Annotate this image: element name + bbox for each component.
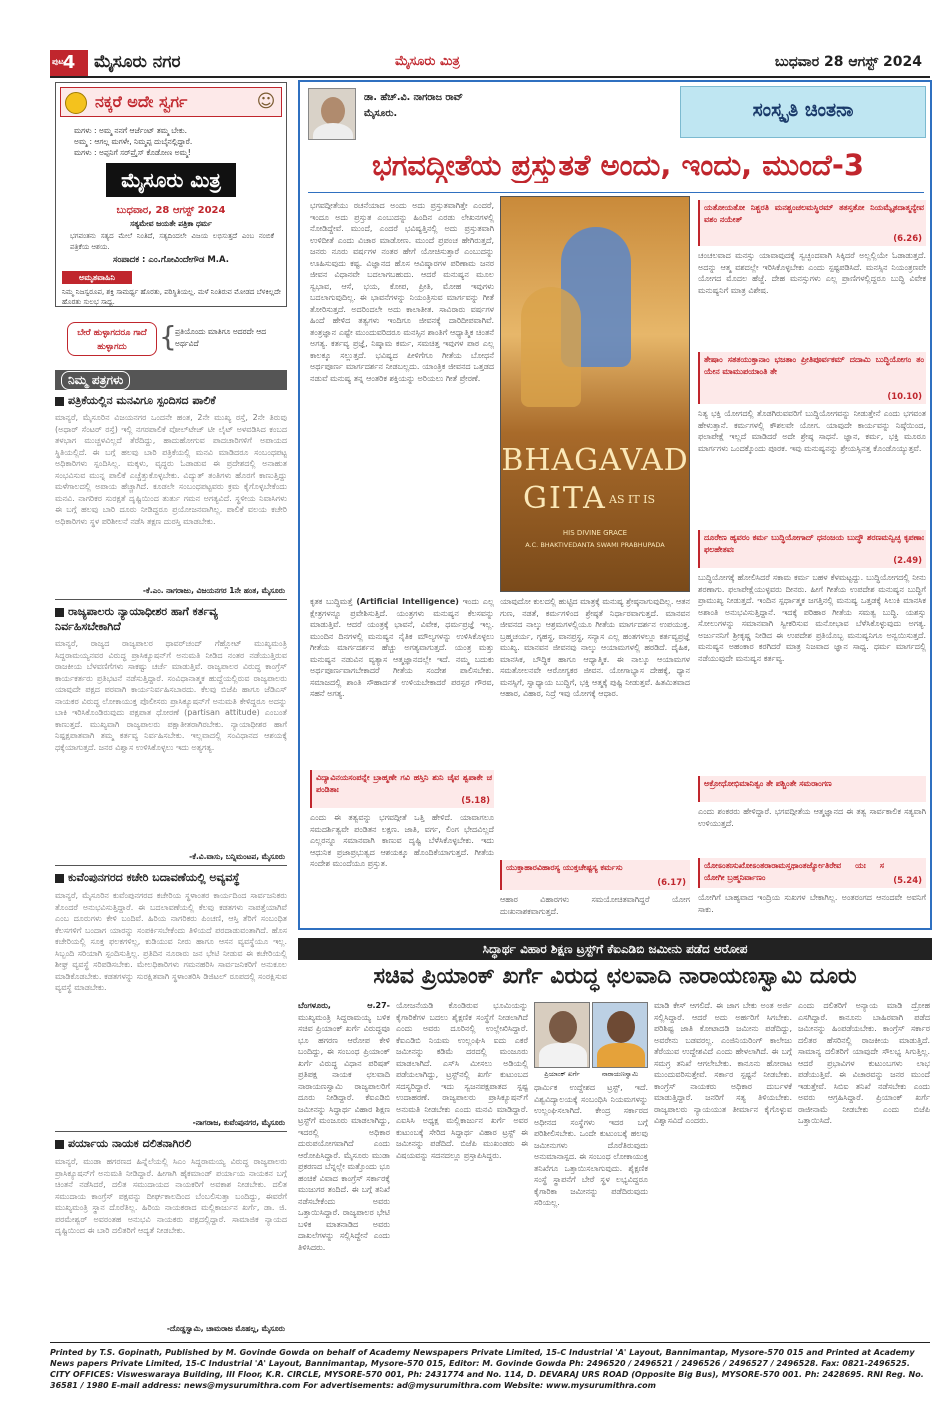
bullet-icon (55, 608, 64, 617)
photo-narayanaswamy (592, 1002, 648, 1068)
quote-box-6: ವಿದ್ಯಾವಿನಯಸಂಪನ್ನೇ ಬ್ರಾಹ್ಮಣೇ ಗವಿ ಹಸ್ತಿನಿ ಶುನಿ ಚೈವ ಶ್ವಪಾಕೇ ಚ ಪಂಡಿತಾಃ (5.18) (310, 770, 494, 808)
imprint-footer: Printed by T.S. Gopinath, Published by M. Govinde Gowda on behalf of Academy Newspapers Private Limited, 15-C Industrial 'A' Layout, Bannimantap, Mysore-570 015 and Printed at Academy News papers Private Limited, 15-C Industrial 'A' Layout, Bannimantap, Mysore-570 015, Editor: M. Govinde Gowda Ph: 2496520 / 2496521 / 2496526 / 2496527 / 2496528. Fax: 0821-2496525. CITY OFFICES: Visweswaraya Building, III Floor, K.R. CIRCLE, MYSORE-570 001, Ph: 2431774 and No. 114, D. DEVARAJ URS ROAD (Opposite Big Bus), MYSORE-570 001. Ph: 2428695. RNI Reg. No. 36581 / 1980 E-mail address: news@mysurumithra.com For advertisements: ad@mysurumithra.com Website: www.mysurumithra.com (50, 1342, 930, 1391)
book-subtitle: AS IT IS (609, 493, 656, 506)
page-header (50, 50, 930, 78)
author-name: ಡಾ. ಹೆಚ್.ವಿ. ನಾಗರಾಜ ರಾವ್ (364, 92, 463, 103)
quote-box-7: ಯುಕ್ತಾಹಾರವಿಹಾರಸ್ಯ ಯುಕ್ತಚೇಷ್ಟಸ್ಯ ಕರ್ಮಸು (6.17) (500, 860, 690, 890)
quote-box-1: ಯತೋಯತೋ ನಿಶ್ಚರತಿ ಮನಶ್ಚಂಚಲಮಸ್ಥಿರಮ್ ತತಸ್ತತೋ ನಿಯಮ್ಯೈತದಾತ್ಮನ್ಯೇವ ವಶಂ ನಯೇತ್ (6.26) (698, 200, 926, 246)
news-col-4: ಮಾಡಿ ಕೇಸ್ ಆಗಲಿದೆ. ಈ ಜಾಗ ಬೇಕು ಅಂತ ಅರ್ಜಿ ಸಲ್ಲಿಸಿದ್ದಾರೆ. ಆದರೆ ಅದು ಅರ್ಹರಿಗೆ ಸಿಗಬೇಕು. ಪರಿಶಿಷ್ಟ ಜಾತಿ ಕೋಟಾದಡಿ ಜಮೀನು ಪಡೆದಿದ್ದು, ಅವರೇನು ಬಡವರಲ್ಲ. ಎಂಜಿನಿಯರಿಂಗ್ ಕಾಲೇಜು ತೆರೆಯುವ ಉದ್ದೇಶವಿದೆ ಎಂದು ಹೇಳಲಾಗಿದೆ. ಈ ಬಗ್ಗೆ ಸಮಗ್ರ ತನಿಖೆ ಆಗಲೇಬೇಕು. ಕಾನೂನು ಹೋರಾಟ ಮುಂದುವರಿಸುತ್ತೇವೆ. ಸರ್ಕಾರ ಸ್ಪಷ್ಟನೆ ನೀಡಬೇಕು. ಕಾಂಗ್ರೆಸ್ ನಾಯಕರು ಅಧಿಕಾರ ದುರ್ಬಳಕೆ ಮಾಡುತ್ತಿದ್ದಾರೆ. ಜನರಿಗೆ ಸತ್ಯ ತಿಳಿಯಬೇಕು. ರಾಜ್ಯಪಾಲರು ನ್ಯಾಯಯುತ ತೀರ್ಮಾನ ಕೈಗೊಳ್ಳುವ ವಿಶ್ವಾಸವಿದೆ ಎಂದರು. (654, 1001, 792, 1125)
letters-banner-title: ನಿಮ್ಮ ಪತ್ರಗಳು (61, 371, 130, 390)
column-title: ಸಂಸ್ಕೃತಿ ಚಿಂತನಾ (752, 99, 854, 121)
quote-box-5: ಯೋಽಂತಃಸುಖೋಽಂತರಾರಾಮಸ್ತಥಾಂತರ್ಜ್ಯೋತಿರೇವ ಯಃ ಸ ಯೋಗೀ ಬ್ರಹ್ಮನಿರ್ವಾಣಂ (5.24) (698, 858, 926, 888)
amrutavahini-title: ಅಮೃತವಾಹಿನಿ (62, 271, 132, 284)
verse-ref-5-18: (5.18) (461, 796, 490, 806)
letter-2: ರಾಜ್ಯಪಾಲರು ನ್ಯಾಯಾಧೀಶರ ಹಾಗೆ ಕರ್ತವ್ಯ ನಿರ್ವಹಿಸಬೇಕಾಗಿದೆ ಮಾನ್ಯರೆ, ರಾಜ್ಯದ ರಾಜ್ಯಪಾಲರ ಥಾವರ್‌ಚಂದ್ ಗೆಹ್ಲೋಟ್ ಮುಖ್ಯಮಂತ್ರಿ ಸಿದ್ದರಾಮಯ್ಯನವರ ವಿರುದ್ಧ ಪ್ರಾಸಿಕ್ಯೂಷನ್‌ಗೆ ಅನುಮತಿ ನೀಡಿದ ನಂತರ ನಡೆಯುತ್ತಿರುವ ರಾಜಕೀಯ ಬೆಳವಣಿಗೆಗಳು ಸಾಕಷ್ಟು ಚರ್ಚೆ ಮಾಡುತ್ತಿವೆ. ರಾಜ್ಯಪಾಲರ ವಿರುದ್ಧ ಕಾಂಗ್ರೆಸ್ ಕಾರ್ಯಕರ್ತರು ಪ್ರತಿಭಟನೆ ನಡೆಸುತ್ತಿದ್ದಾರೆ. ಸಂವಿಧಾನಾತ್ಮಕ ಹುದ್ದೆಯಲ್ಲಿರುವ ರಾಜ್ಯಪಾಲರು ಯಾವುದೇ ಪಕ್ಷದ ಪರವಾಗಿ ಕಾರ್ಯನಿರ್ವಹಿಸಬಾರದು. ಕೆಲವು ಬಿಜೆಪಿ ಹಾಗೂ ಜೆಡಿಎಸ್ ನಾಯಕರ ವಿರುದ್ಧ ಲೋಕಾಯುಕ್ತ ಪೊಲೀಸರು ಪ್ರಾಸಿಕ್ಯೂಷನ್‌ಗೆ ಅನುಮತಿ ಕೇಳಿದ್ದರೂ ಅದನ್ನು ಬಾಕಿ ಇರಿಸಿಕೊಂಡಿರುವುದು ಪಕ್ಷಪಾತ ಧೋರಣೆ (partisan attitude) ಎಂಬಂತೆ ಕಾಣುತ್ತದೆ. ಮುಖ್ಯವಾಗಿ ರಾಜ್ಯಪಾಲರು ಪಕ್ಷಾತೀತರಾಗಿರಬೇಕು. ನ್ಯಾಯಾಧೀಶರ ಹಾಗೆ ನಿಷ್ಪಕ್ಷಪಾತವಾಗಿ ತಮ್ಮ ಕರ್ತವ್ಯ ನಿರ್ವಹಿಸಬೇಕು. ಇಲ್ಲವಾದಲ್ಲಿ ಸಂವಿಧಾನದ ಆಶಯಕ್ಕೆ ಧಕ್ಕೆಯಾಗುತ್ತದೆ. ಜನರ ವಿಶ್ವಾಸ ಉಳಿಸಿಕೊಳ್ಳಲು ಇದು ಅತ್ಯಗತ್ಯ. -ಕೆ.ವಿ.ವಾಸು, ಬನ್ನಿಮಂಟಪ, ಮೈಸೂರು (55, 604, 287, 866)
verse-ref-5-24: (5.24) (893, 876, 922, 886)
letter-1: ಪತ್ರಿಕೆಯಲ್ಲಿನ ಮನವಿಗೂ ಸ್ಪಂದಿಸದ ಪಾಲಿಕೆ ಮಾನ್ಯರೆ, ಮೈಸೂರಿನ ವಿಜಯನಗರ ಒಂದನೇ ಹಂತ, 2ನೇ ಮುಖ್ಯ ರಸ್ತೆ, 2ನೇ ತಿರುವು (ಅಧಾರ್ ಸೆಂಟರ್ ರಸ್ತೆ) ಇಲ್ಲಿ ನಗರಪಾಲಿಕೆ ವೋಲ್‌ಟೇಜ್ ಟೀ ಲೈಟ್ ಅಳವಡಿಸಿದ ಕಂಬದ ತಳಭಾಗ ಮುಚ್ಚಳವಿಲ್ಲದೆ ತೆರೆದಿದ್ದು, ಹಾದುಹೋಗುವ ಪಾದಚಾರಿಗಳಿಗೆ ಅಪಾಯದ ಸ್ಥಿತಿಯಲ್ಲಿದೆ. ಈ ಬಗ್ಗೆ ಹಲವು ಬಾರಿ ಪತ್ರಿಕೆಯಲ್ಲಿ ಮನವಿ ಮಾಡಿದರೂ ಸಂಬಂಧಪಟ್ಟ ಅಧಿಕಾರಿಗಳು ಸ್ಪಂದಿಸಿಲ್ಲ. ಮಕ್ಕಳು, ವೃದ್ಧರು ಓಡಾಡುವ ಈ ಪ್ರದೇಶದಲ್ಲಿ ಅನಾಹುತ ಸಂಭವಿಸುವ ಮುನ್ನ ಪಾಲಿಕೆ ಎಚ್ಚೆತ್ತುಕೊಳ್ಳಬೇಕು. ವಿದ್ಯುತ್ ತಂತಿಗಳು ಹೊರಗೆ ಕಾಣುತ್ತಿದ್ದು ಮಳೆಗಾಲದಲ್ಲಿ ಅಪಾಯ ಹೆಚ್ಚಾಗಿದೆ. ಕೂಡಲೇ ಸಂಬಂಧಪಟ್ಟವರು ಕ್ರಮ ಕೈಗೊಳ್ಳಬೇಕೆಂದು ಮನವಿ. ನಾಗರಿಕರ ಸುರಕ್ಷತೆ ದೃಷ್ಟಿಯಿಂದ ತುರ್ತು ಗಮನ ಅಗತ್ಯವಿದೆ. ಸ್ಥಳೀಯ ನಿವಾಸಿಗಳು ಈ ಬಗ್ಗೆ ಹಲವು ಬಾರಿ ದೂರು ನೀಡಿದ್ದರೂ ಪ್ರಯೋಜನವಾಗಿಲ್ಲ. ಪಾಲಿಕೆ ವಲಯ ಕಚೇರಿ ಅಧಿಕಾರಿಗಳು ಸ್ಥಳ ಪರಿಶೀಲನೆ ನಡೆಸಿ ತಕ್ಷಣ ದುರಸ್ತಿ ಮಾಡಬೇಕು. -ಕೆ.ಎಂ. ನಾಗರಾಜು, ವಿಜಯನಗರ 1ನೇ ಹಂತ, ಮೈಸೂರು (55, 394, 287, 600)
author-place: ಮೈಸೂರು. (364, 108, 398, 119)
letter-1-title: ಪತ್ರಿಕೆಯಲ್ಲಿನ ಮನವಿಗೂ ಸ್ಪಂದಿಸದ ಪಾಲಿಕೆ (55, 394, 287, 410)
verse-ref-6-26: (6.26) (893, 234, 922, 244)
joke-text: ಮಗಳು : ಅಮ್ಮ ನನಗೆ ಆರ್ಜೆಂಟ್ ತಮ್ಮ ಬೇಕು. ಅಮ್ಮ : ಆಗಲ್ಲ ಮಗಳೇ, ನಿಮ್ಮಪ್ಪ ದುಬೈನಲ್ಲಿದ್ದಾರೆ. ಮಗಳು : ಅಪ್ಪನಿಗೆ ಸರ್‌ಪ್ರೈಸ್ ಕೊಡೋಣ ಅಮ್ಮ! (74, 126, 193, 157)
bullet-icon (55, 1140, 64, 1149)
book-title-line1: BHAGAVAD (501, 443, 689, 478)
quote-box-4: ಅಕ್ರೋಧೋಭಿಮಾನಿತ್ವಂ ತೇ ಪಶ್ಚಿಂತೇ ಸಮರಾಂಗಣ (698, 776, 926, 802)
feature-headline: ಭಗವದ್ಗೀತೆಯ ಪ್ರಸ್ತುತತೆ ಅಂದು, ಇಂದು, ಮುಂದೆ-3 (371, 148, 865, 182)
arjuna-figure-icon (521, 287, 581, 407)
amrutavahini-text: ನಿಮ್ಮ ನಿಜಸ್ವರೂಪ, ಶಕ್ತಿ ಸಾಮರ್ಥ್ಯ ಹೊರತು, ಪರಿಸ್ಥಿತಿಯಲ್ಲ. ಮಳೆ ನಿಂತಿರುವ ಮೋಡದ ಬೆಳಕಿಲ್ಲದೇ ಹೊರತು ಸುಲಭ ಸಾಧ್ಯ. (62, 288, 281, 306)
letter-4-signature: -ದೊಡ್ಡಸ್ವಾಮಿ, ಚಾಮರಾಜ ಮೊಹಲ್ಲ, ಮೈಸೂರು (166, 1324, 285, 1333)
news-col-3: ಧಾರ್ಮಿಕ ಉದ್ದೇಶದ ಟ್ರಸ್ಟ್, ಇದೆ. ವಿಶ್ವವಿದ್ಯಾಲಯಕ್ಕೆ ಸಂಬಂಧಿಸಿ ನಿಯಮಗಳನ್ನು ಉಲ್ಲಂಘಿಸಲಾಗಿದೆ. ಕೇಂದ್ರ ಸರ್ಕಾರದ ಅಧೀನದ ಸಂಸ್ಥೆಗಳು ಇದರ ಬಗ್ಗೆ ಪರಿಶೀಲಿಸಬೇಕು. ಒಂದೇ ಕುಟುಂಬಕ್ಕೆ ಹಲವು ಜಮೀನುಗಳು ದೊರೆತಿರುವುದು ಅನುಮಾನಾಸ್ಪದ. ಈ ಸಂಬಂಧ ಲೋಕಾಯುಕ್ತ ತನಿಖೆಗೂ ಒತ್ತಾಯಿಸಲಾಗುವುದು. ಶೈಕ್ಷಣಿಕ ಸಂಸ್ಥೆ ಸ್ಥಾಪನೆಗೆ ಬೇರೆ ಸ್ಥಳ ಲಭ್ಯವಿದ್ದರೂ ಕೈಗಾರಿಕಾ ಜಮೀನನ್ನು ಪಡೆದಿರುವುದು ಸರಿಯಲ್ಲ. (534, 1083, 648, 1207)
news-col-2: ಯೋಜನೆಯಡಿ ಕೊಂಡಿರುವ ಭೂಮಿಯನ್ನು ಕೈಗಾರಿಕೆಗಳ ಬದಲು ಶೈಕ್ಷಣಿಕ ಸಂಸ್ಥೆಗೆ ನೀಡಲಾಗಿದೆ ಎಂದು ಅವರು ದೂರಿನಲ್ಲಿ ಉಲ್ಲೇಖಿಸಿದ್ದಾರೆ. ಕೆಐಎಡಿಬಿ ನಿಯಮ ಉಲ್ಲಂಘಿಸಿ ಐದು ಎಕರೆ ಜಮೀನನ್ನು ಕಡಿಮೆ ದರದಲ್ಲಿ ಮಂಜೂರು ಮಾಡಲಾಗಿದೆ. ಎಸ್‌ಸಿ ಮೀಸಲು ಅಡಿಯಲ್ಲಿ ಪಡೆಯಲಾಗಿದ್ದು, ಟ್ರಸ್ಟ್‌ನಲ್ಲಿ ಖರ್ಗೆ ಕುಟುಂಬದ ಸದಸ್ಯರಿದ್ದಾರೆ. ಇದು ಸ್ವಜನಪಕ್ಷಪಾತದ ಸ್ಪಷ್ಟ ಉದಾಹರಣೆ. ರಾಜ್ಯಪಾಲರು ಪ್ರಾಸಿಕ್ಯೂಷನ್‌ಗೆ ಅನುಮತಿ ನೀಡಬೇಕು ಎಂದು ಮನವಿ ಮಾಡಿದ್ದಾರೆ. ಎಐಸಿಸಿ ಅಧ್ಯಕ್ಷ ಮಲ್ಲಿಕಾರ್ಜುನ ಖರ್ಗೆ ಅವರ ಕುಟುಂಬಕ್ಕೆ ಸೇರಿದ ಸಿದ್ಧಾರ್ಥ ವಿಹಾರ ಟ್ರಸ್ಟ್ ಈ ಜಮೀನನ್ನು ಪಡೆದಿದೆ. ಬಿಜೆಪಿ ಮುಖಂಡರು ಈ ವಿಷಯವನ್ನು ಸದನದಲ್ಲೂ ಪ್ರಸ್ತಾಪಿಸಿದ್ದರು. (396, 1001, 528, 1160)
photo-caption-2: ನಾರಾಯಣಸ್ವಾಮಿ (601, 1070, 639, 1078)
joke-masthead-box: ನಕ್ಕರೆ ಅದೇ ಸ್ವರ್ಗ ☺ ಮಗಳು : ಅಮ್ಮ ನನಗೆ ಆರ್ಜೆಂಟ್ ತಮ್ಮ ಬೇಕು. ಅಮ್ಮ : ಆಗಲ್ಲ ಮಗಳೇ, ನಿಮ್ಮಪ್ಪ ದುಬೈನಲ್ಲಿದ್ದಾರೆ. ಮಗಳು : ಅಪ್ಪನಿಗೆ ಸರ್‌ಪ್ರೈಸ್ ಕೊಡೋಣ ಅಮ್ಮ! ಮೈಸೂರು ಮಿತ್ರ ಬುಧವಾರ, 28 ಆಗಸ್ಟ್ 2024 ಸತ್ಯಮೇವ ಜಯತೇ ಪತ್ರಿಕಾ ಧರ್ಮ ಭಗವಂತನು ಸತ್ಯದ ಮೇಲೆ ನಿಂತಿದೆ, ಸತ್ಯದಿಂದಲೇ ವಿಜಯ ಲಭಿಸುತ್ತದೆ ಎಂಬ ನಂಬಿಕೆ ಪತ್ರಿಕೆಯ ಆಶಯ. ಸಂಪಾದಕ : ಎಂ.ಗೋವಿಂದೇಗೌಡ M.A. ಅಮೃತವಾಹಿನಿ ನಿಮ್ಮ ನಿಜಸ್ವರೂಪ, ಶಕ್ತಿ ಸಾಮರ್ಥ್ಯ ಹೊರತು, ಪರಿಸ್ಥಿತಿಯಲ್ಲ. ಮಳೆ ನಿಂತಿರುವ ಮೋಡದ ಬೆಳಕಿಲ್ಲದೇ ಹೊರತು ಸುಲಭ ಸಾಧ್ಯ. (55, 82, 287, 307)
page-number-badge: ಪುಟ 4 (50, 50, 88, 76)
book-author: A.C. BHAKTIVEDANTA SWAMI PRABHUPADA (525, 541, 665, 549)
column-banner (680, 86, 926, 138)
cartoon-figure-icon: ☺ (256, 91, 276, 112)
news-dateline: ಬೆಂಗಳೂರು, ಆ.27- (298, 1001, 390, 1010)
masthead-editor: ಸಂಪಾದಕ : ಎಂ.ಗೋವಿಂದೇಗೌಡ M.A. (113, 255, 229, 265)
book-title-line2: GITA (523, 481, 607, 516)
joke-title: ನಕ್ಕರೆ ಅದೇ ಸ್ವರ್ಗ (95, 92, 188, 111)
section-title: ಮೈಸೂರು ನಗರ (94, 52, 181, 72)
masthead-logo: ಮೈಸೂರು ಮಿತ್ರ (106, 163, 236, 197)
quote-box-2: ತೇಷಾಂ ಸತತಯುಕ್ತಾನಾಂ ಭಜತಾಂ ಪ್ರೀತಿಪೂರ್ವಕಮ್ ದದಾಮಿ ಬುದ್ಧಿಯೋಗಂ ತಂ ಯೇನ ಮಾಮುಪಯಾಂತಿ ತೇ (10.10) (698, 352, 926, 404)
masthead-motto: ಸತ್ಯಮೇವ ಜಯತೇ ಪತ್ರಿಕಾ ಧರ್ಮ (130, 219, 212, 228)
page-number: 4 (62, 52, 76, 73)
news-headline: ಸಚಿವ ಪ್ರಿಯಾಂಕ್ ಖರ್ಗೆ ವಿರುದ್ಧ ಛಲವಾದಿ ನಾರಾಯಣಸ್ವಾಮಿ ದೂರು (373, 964, 857, 989)
ai-term: (Artificial Intelligence) (356, 597, 459, 606)
author-photo (308, 88, 356, 140)
joke-title-bar (60, 87, 282, 117)
bullet-icon (55, 397, 64, 406)
news-subhead-bar (298, 938, 932, 960)
issue-date: ಬುಧವಾರ 28 ಆಗಸ್ಟ್ 2024 (774, 54, 922, 70)
brace-icon: { (159, 320, 177, 353)
letter-3-signature: -ನಾಗರಾಜ, ಕುವೆಂಪುನಗರ, ಮೈಸೂರು (192, 1118, 285, 1127)
letters-banner (55, 370, 287, 390)
verse-ref-10-10: (10.10) (887, 392, 922, 402)
quote-box-3: ದೂರೇಣ ಹ್ಯವರಂ ಕರ್ಮ ಬುದ್ಧಿಯೋಗಾದ್ ಧನಂಜಯ ಬುದ್ಧೌ ಶರಣಮನ್ವಿಚ್ಛ ಕೃಪಣಾಃ ಫಲಹೇತವಃ (2.49) (698, 530, 926, 568)
letter-4: ಪರ್ಯಾಯ ನಾಯಕ ದಲಿತನಾಗಿರಲಿ ಮಾನ್ಯರೆ, ಮುಡಾ ಹಗರಣದ ಹಿನ್ನೆಲೆಯಲ್ಲಿ ಸಿಎಂ ಸಿದ್ದರಾಮಯ್ಯ ವಿರುದ್ಧ ರಾಜ್ಯಪಾಲರು ಪ್ರಾಸಿಕ್ಯೂಷನ್‌ಗೆ ಅನುಮತಿ ನೀಡಿದ್ದಾರೆ. ಹೀಗಾಗಿ ಹೈಕಮಾಂಡ್ ಪರ್ಯಾಯ ನಾಯಕನ ಬಗ್ಗೆ ಚಿಂತನೆ ನಡೆಸಿದರೆ, ದಲಿತ ಸಮುದಾಯದ ನಾಯಕರಿಗೆ ಅವಕಾಶ ನೀಡಬೇಕು. ದಲಿತ ಸಮುದಾಯ ಕಾಂಗ್ರೆಸ್ ಪಕ್ಷವನ್ನು ದೀರ್ಘಕಾಲದಿಂದ ಬೆಂಬಲಿಸುತ್ತಾ ಬಂದಿದ್ದು, ಈವರೆಗೆ ಮುಖ್ಯಮಂತ್ರಿ ಸ್ಥಾನ ದೊರೆತಿಲ್ಲ. ಹಿರಿಯ ನಾಯಕರಾದ ಮಲ್ಲಿಕಾರ್ಜುನ ಖರ್ಗೆ, ಡಾ. ಜಿ. ಪರಮೇಶ್ವರ್ ಅವರಂತಹ ಅನುಭವಿ ನಾಯಕರು ಪಕ್ಷದಲ್ಲಿದ್ದಾರೆ. ಸಾಮಾಜಿಕ ನ್ಯಾಯದ ದೃಷ್ಟಿಯಿಂದ ಈ ಬಾರಿ ದಲಿತರಿಗೆ ಆದ್ಯತೆ ನೀಡಬೇಕು. -ದೊಡ್ಡಸ್ವಾಮಿ, ಚಾಮರಾಜ ಮೊಹಲ್ಲ, ಮೈಸೂರು (55, 1137, 287, 1333)
verse-ref-6-17: (6.17) (657, 878, 686, 888)
laughing-emoji-icon (65, 92, 87, 114)
news-col-5: ಎಂದು ದಲಿತರಿಗೆ ಅನ್ಯಾಯ ಮಾಡಿ ದ್ರೋಹ ಎಸಗಿದ್ದಾರೆ. ಕಾನೂನು ಬಾಹಿರವಾಗಿ ಪಡೆದ ಜಮೀನನ್ನು ಹಿಂಪಡೆಯಬೇಕು. ಕಾಂಗ್ರೆಸ್ ಸರ್ಕಾರ ದಲಿತರ ಹೆಸರಿನಲ್ಲಿ ರಾಜಕೀಯ ಮಾಡುತ್ತಿದೆ. ಸಾಮಾನ್ಯ ದಲಿತರಿಗೆ ಯಾವುದೇ ಸೌಲಭ್ಯ ಸಿಗುತ್ತಿಲ್ಲ. ಆದರೆ ಪ್ರಭಾವಿಗಳ ಕುಟುಂಬಗಳು ಲಾಭ ಪಡೆಯುತ್ತಿವೆ. ಈ ವಿಚಾರವನ್ನು ಜನರ ಮುಂದೆ ಇಡುತ್ತೇವೆ. ಸಿಬಿಐ ತನಿಖೆ ನಡೆಸಬೇಕು ಎಂದು ಅವರು ಆಗ್ರಹಿಸಿದ್ದಾರೆ. ಪ್ರಿಯಾಂಕ್ ಖರ್ಗೆ ರಾಜೀನಾಮೆ ನೀಡಬೇಕು ಎಂದು ಬಿಜೆಪಿ ಒತ್ತಾಯಿಸಿದೆ. (798, 1001, 930, 1125)
letter-2-title: ರಾಜ್ಯಪಾಲರು ನ್ಯಾಯಾಧೀಶರ ಹಾಗೆ ಕರ್ತವ್ಯ ನಿರ್ವಹಿಸಬೇಕಾಗಿದೆ (55, 605, 218, 633)
masthead-date: ಬುಧವಾರ, 28 ಆಗಸ್ಟ್ 2024 (116, 205, 226, 216)
letter-2-signature: -ಕೆ.ವಿ.ವಾಸು, ಬನ್ನಿಮಂಟಪ, ಮೈಸೂರು (189, 852, 285, 861)
letter-1-signature: -ಕೆ.ಎಂ. ನಾಗರಾಜು, ವಿಜಯನಗರ 1ನೇ ಹಂತ, ಮೈಸೂರು (142, 586, 285, 595)
proverb-left: ಬೇರೆ ಹುಳ್ಳಾಗದರೂ ಗಾದೆ ಹುಳ್ಳಾಗದು (67, 322, 157, 356)
letter-3-title: ಕುವೆಂಪುನಗರದ ಕಚೇರಿ ಬದಾವಣೆಯಲ್ಲಿ ಅವ್ಯವಸ್ಥೆ (55, 870, 287, 888)
photo-priyank-kharge (534, 1002, 590, 1068)
news-col-1: ಬೆಂಗಳೂರು, ಆ.27- ಮುಖ್ಯಮಂತ್ರಿ ಸಿದ್ದರಾಮಯ್ಯ ಬಳಿಕ ಸಚಿವ ಪ್ರಿಯಾಂಕ್ ಖರ್ಗೆ ವಿರುದ್ಧವೂ ಭೂ ಹಗರಣ ಆರೋಪ ಕೇಳಿ ಬಂದಿದ್ದು, ಈ ಸಂಬಂಧ ಪ್ರಿಯಾಂಕ್ ಖರ್ಗೆ ವಿರುದ್ಧ ವಿಧಾನ ಪರಿಷತ್ ಪ್ರತಿಪಕ್ಷ ನಾಯಕ ಛಲವಾದಿ ನಾರಾಯಣಸ್ವಾಮಿ ರಾಜ್ಯಪಾಲರಿಗೆ ದೂರು ನೀಡಿದ್ದಾರೆ. ಕೆಐಎಡಿಬಿ ಜಮೀನನ್ನು ಸಿದ್ಧಾರ್ಥ ವಿಹಾರ ಶಿಕ್ಷಣ ಟ್ರಸ್ಟ್‌ಗೆ ಮಂಜೂರು ಮಾಡಲಾಗಿದ್ದು, ಇದರಲ್ಲಿ ಅಧಿಕಾರ ದುರುಪಯೋಗವಾಗಿದೆ ಎಂದು ಆರೋಪಿಸಿದ್ದಾರೆ. ಮೈಸೂರು ಮುಡಾ ಪ್ರಕರಣದ ಬೆನ್ನಲ್ಲೇ ಮತ್ತೊಂದು ಭೂ ಹಂಚಿಕೆ ವಿವಾದ ಕಾಂಗ್ರೆಸ್ ಸರ್ಕಾರಕ್ಕೆ ಮುಜುಗರ ತಂದಿದೆ. ಈ ಬಗ್ಗೆ ತನಿಖೆ ನಡೆಸಬೇಕೆಂದು ಅವರು ಒತ್ತಾಯಿಸಿದ್ದಾರೆ. ರಾಜ್ಯಪಾಲರ ಭೇಟಿ ಬಳಿಕ ಮಾತನಾಡಿದ ಅವರು ದಾಖಲೆಗಳನ್ನು ಸಲ್ಲಿಸಿದ್ದೇನೆ ಎಂದು ತಿಳಿಸಿದರು. (298, 1001, 390, 1252)
bhagavad-gita-book-cover (500, 196, 690, 592)
bullet-icon (55, 874, 64, 883)
brand-logo: ಮೈಸೂರು ಮಿತ್ರ (395, 54, 460, 69)
feature-article: ಡಾ. ಹೆಚ್.ವಿ. ನಾಗರಾಜ ರಾವ್ ಮೈಸೂರು. ಸಂಸ್ಕೃತಿ ಚಿಂತನಾ ಭಗವದ್ಗೀತೆಯ ಪ್ರಸ್ತುತತೆ ಅಂದು, ಇಂದು, ಮುಂದೆ-3 ಭಗವದ್ಗೀತೆಯು ರಚನೆಯಾದ ಅಂದು ಅದು ಪ್ರಸ್ತುತವಾಗಿತ್ತೇ ಎಂದರೆ, ಇಂದೂ ಅದು ಪ್ರಸ್ತುತ ಎಂಬುದನ್ನು ಹಿಂದಿನ ಎರಡು ಲೇಖನಗಳಲ್ಲಿ ನೋಡಿದ್ದೇವೆ. ಮುಂದೆ, ಎಂದರೆ ಭವಿಷ್ಯತ್ತಿನಲ್ಲಿ ಅದು ಪ್ರಸ್ತುತವಾಗಿ ಉಳಿದೀತೆ ಎಂದು ವಿಚಾರ ಮಾಡೋಣ. ಮುಂದೆ ಪ್ರಪಂಚ ಹೇಗಿರುತ್ತದೆ, ಜನರು ನೂರು ವರ್ಷಗಳ ನಂತರ ಹೇಗೆ ಯೋಚಿಸುತ್ತಾರೆ ಎಂಬುದನ್ನು ಊಹಿಸುವುದು ಕಷ್ಟ. ವಿಜ್ಞಾನದ ಹೊಸ ಆವಿಷ್ಕಾರಗಳ ಪರಿಣಾಮ ಜನರ ಜೀವನ ವಿಧಾನವೇ ಬದಲಾಗಬಹುದು. ಆದರೆ ಮನುಷ್ಯನ ಮೂಲ ಸ್ವಭಾವ, ಆಸೆ, ಭಯ, ಕೋಪ, ಪ್ರೀತಿ, ಮೋಹ ಇವುಗಳು ಬದಲಾಗುವುದಿಲ್ಲ. ಈ ಭಾವನೆಗಳನ್ನು ನಿಯಂತ್ರಿಸುವ ಮಾರ್ಗವನ್ನು ಗೀತೆ ತೋರಿಸುತ್ತದೆ. ಅದರಿಂದಲೇ ಅದು ಕಾಲಾತೀತ. ಸಾವಿರಾರು ವರ್ಷಗಳ ಹಿಂದೆ ಹೇಳಿದ ತತ್ವಗಳು ಇಂದಿಗೂ ಜೀವನಕ್ಕೆ ದಾರಿದೀಪವಾಗಿವೆ. ತಂತ್ರಜ್ಞಾನ ಎಷ್ಟೇ ಮುಂದುವರಿದರೂ ಮನಸ್ಸಿನ ಶಾಂತಿಗೆ ಆಧ್ಯಾತ್ಮಿಕ ಚಿಂತನೆ ಅಗತ್ಯ. ಕರ್ತವ್ಯ ಪ್ರಜ್ಞೆ, ನಿಷ್ಕಾಮ ಕರ್ಮ, ಸಮಚಿತ್ತ ಇವುಗಳ ಪಾಠ ಎಲ್ಲ ಕಾಲಕ್ಕೂ ಸಲ್ಲುತ್ತದೆ. ಭವಿಷ್ಯದ ಪೀಳಿಗೆಗೂ ಗೀತೆಯ ಬೋಧನೆ ಅರ್ಥಪೂರ್ಣ ಮಾರ್ಗದರ್ಶನ ನೀಡಬಲ್ಲದು. ಯಾಂತ್ರಿಕ ಜೀವನದ ಒತ್ತಡದ ನಡುವೆ ಮನುಷ್ಯ ತನ್ನ ಆಂತರಿಕ ಶಕ್ತಿಯನ್ನು ಅರಿಯಲು ಗೀತೆ ಪ್ರೇರಣೆ. BHAGAVAD GITA AS IT IS HIS DIVINE GRACE A.C. BHAKTIVEDANTA SWAMI PRABHUPADA ಯತೋಯತೋ ನಿಶ್ಚರತಿ ಮನಶ್ಚಂಚಲಮಸ್ಥಿರಮ್ ತತಸ್ತತೋ ನಿಯಮ್ಯೈತದಾತ್ಮನ್ಯೇವ ವಶಂ ನಯೇತ್ (6.26) ಚಂಚಲವಾದ ಮನಸ್ಸು ಯಾವಾವುದಕ್ಕೆ ಸ್ವಚ್ಛಂದವಾಗಿ ಸಿಕ್ಕಿದರೆ ಅಲ್ಲಲ್ಲಿಯೇ ಓಡಾಡುತ್ತದೆ. ಅದನ್ನು ಆತ್ಮ ವಶದಲ್ಲೇ ಇರಿಸಿಕೊಳ್ಳಬೇಕು ಎಂದು ಸ್ಪಷ್ಟಪಡಿಸಿದೆ. ಮನಸ್ಸಿನ ನಿಯಂತ್ರಣವೇ ಯೋಗದ ಮೊದಲ ಹೆಜ್ಜೆ. ದೇಹ ಮನಸ್ಸುಗಳು ಎಲ್ಲ ಪ್ರಾಣಿಗಳಲ್ಲಿದ್ದರೂ ಬುದ್ಧಿ ವಿವೇಕ ಮನುಷ್ಯನಿಗೆ ಮಾತ್ರ ವಿಶೇಷ. ತೇಷಾಂ ಸತತಯುಕ್ತಾನಾಂ ಭಜತಾಂ ಪ್ರೀತಿಪೂರ್ವಕಮ್ ದದಾಮಿ ಬುದ್ಧಿಯೋಗಂ ತಂ ಯೇನ ಮಾಮುಪಯಾಂತಿ ತೇ (10.10) ನಿತ್ಯ ಭಕ್ತಿ ಯೋಗದಲ್ಲಿ ತೊಡಗಿರುವವರಿಗೆ ಬುದ್ಧಿಯೋಗವನ್ನು ನೀಡುತ್ತೇನೆ ಎಂದು ಭಗವಂತ ಹೇಳುತ್ತಾನೆ. ಕರ್ಮಗಳಲ್ಲಿ ಕೌಶಲವೇ ಯೋಗ. ಯಾವುದೇ ಕಾರ್ಯವನ್ನು ನಿಷ್ಠೆಯಿಂದ, ಫಲಾಪೇಕ್ಷೆ ಇಲ್ಲದೆ ಮಾಡಿದರೆ ಅದೇ ಶ್ರೇಷ್ಠ ಸಾಧನೆ. ಜ್ಞಾನ, ಕರ್ಮ, ಭಕ್ತಿ ಮೂರೂ ಮಾರ್ಗಗಳು ಒಂದಕ್ಕೊಂದು ಪೂರಕ. ಇವು ಮನುಷ್ಯನನ್ನು ಶ್ರೇಯಸ್ಸಿನತ್ತ ಕೊಂಡೊಯ್ಯುತ್ತವೆ. ದೂರೇಣ ಹ್ಯವರಂ ಕರ್ಮ ಬುದ್ಧಿಯೋಗಾದ್ ಧನಂಜಯ ಬುದ್ಧೌ ಶರಣಮನ್ವಿಚ್ಛ ಕೃಪಣಾಃ ಫಲಹೇತವಃ (2.49) ಬುದ್ಧಿಯೋಗಕ್ಕೆ ಹೋಲಿಸಿದರೆ ಸಕಾಮ ಕರ್ಮ ಬಹಳ ಕೆಳಮಟ್ಟದ್ದು. ಬುದ್ಧಿಯೋಗದಲ್ಲಿ ನೀನು ಶರಣಾಗು. ಫಲಾಪೇಕ್ಷೆಯುಳ್ಳವರು ದೀನರು. ಹೀಗೆ ಗೀತೆಯ ಉಪದೇಶ ಮನುಷ್ಯನ ಬುದ್ಧಿಗೆ ಪ್ರಾಮುಖ್ಯ ನೀಡುತ್ತದೆ. ಇಂದಿನ ಸ್ಪರ್ಧಾತ್ಮಕ ಜಗತ್ತಿನಲ್ಲಿ ಮನುಷ್ಯ ಒತ್ತಡಕ್ಕೆ ಸಿಲುಕಿ ಮಾನಸಿಕ ಅಶಾಂತಿ ಅನುಭವಿಸುತ್ತಿದ್ದಾನೆ. ಇದಕ್ಕೆ ಪರಿಹಾರ ಗೀತೆಯ ಸಮತ್ವ ಬುದ್ಧಿ. ಯಶಸ್ಸು ಸೋಲುಗಳನ್ನು ಸಮಾನವಾಗಿ ಸ್ವೀಕರಿಸುವ ಮನೋಭಾವ ಬೆಳೆಸಿಕೊಳ್ಳುವುದು ಅಗತ್ಯ. ಅರ್ಜುನನಿಗೆ ಶ್ರೀಕೃಷ್ಣ ನೀಡಿದ ಈ ಉಪದೇಶ ಪ್ರತಿಯೊಬ್ಬ ಮನುಷ್ಯನಿಗೂ ಅನ್ವಯಿಸುತ್ತದೆ. ಮನುಷ್ಯನ ಅಹಂಕಾರ ಕರಗಿದರೆ ಮಾತ್ರ ನಿಜವಾದ ಜ್ಞಾನ ಸಾಧ್ಯ. ಧರ್ಮ ಮಾರ್ಗದಲ್ಲಿ ನಡೆಯುವುದೇ ಮನುಷ್ಯನ ಕರ್ತವ್ಯ. ಅಕ್ರೋಧೋಭಿಮಾನಿತ್ವಂ ತೇ ಪಶ್ಚಿಂತೇ ಸಮರಾಂಗಣ ಎಂದು ಶಂಕರರು ಹೇಳಿದ್ದಾರೆ. ಭಗವದ್ಗೀತೆಯ ಆತ್ಮಜ್ಞಾನದ ಈ ತತ್ವ ಸಾರ್ವಕಾಲಿಕ ಸತ್ಯವಾಗಿ ಉಳಿಯುತ್ತದೆ. ಯೋಽಂತಃಸುಖೋಽಂತರಾರಾಮಸ್ತಥಾಂತರ್ಜ್ಯೋತಿರೇವ ಯಃ ಸ ಯೋಗೀ ಬ್ರಹ್ಮನಿರ್ವಾಣಂ (5.24) ಯೋಗಿಗೆ ಬಾಹ್ಯವಾದ ಇಂದ್ರಿಯ ಸುಖಗಳ ಬೇಕಾಗಿಲ್ಲ. ಅಂತರಂಗದ ಆನಂದವೇ ಅವನಿಗೆ ಸಾಕು. ಕೃತಕ ಬುದ್ಧಿಮತ್ತೆ (Artificial Intelligence) ಇಂದು ಎಲ್ಲ ಕ್ಷೇತ್ರಗಳನ್ನೂ ಪ್ರವೇಶಿಸುತ್ತಿದೆ. ಯಂತ್ರಗಳು ಮನುಷ್ಯನ ಕೆಲಸವನ್ನು ಮಾಡುತ್ತಿವೆ. ಆದರೆ ಯಂತ್ರಕ್ಕೆ ಭಾವನೆ, ವಿವೇಕ, ಧರ್ಮಪ್ರಜ್ಞೆ ಇಲ್ಲ. ಮುಂದಿನ ದಿನಗಳಲ್ಲಿ ಮನುಷ್ಯನ ನೈತಿಕ ಮೌಲ್ಯಗಳನ್ನು ಉಳಿಸಿಕೊಳ್ಳಲು ಗೀತೆಯ ಮಾರ್ಗದರ್ಶನ ಹೆಚ್ಚು ಅಗತ್ಯವಾಗುತ್ತದೆ. ಯಂತ್ರ ಮತ್ತು ಮನುಷ್ಯನ ನಡುವಿನ ವ್ಯತ್ಯಾಸ ಆತ್ಮಜ್ಞಾನದಲ್ಲೇ ಇದೆ. ನಮ್ಮ ಬದುಕು ಅರ್ಥಪೂರ್ಣವಾಗಬೇಕಾದರೆ ಗೀತೆಯ ಸಂದೇಶ ಪಾಲಿಸಬೇಕು. ಸಮಾಜದಲ್ಲಿ ಶಾಂತಿ ಸೌಹಾರ್ದತೆ ಉಳಿಯಬೇಕಾದರೆ ಪರಸ್ಪರ ಗೌರವ, ಸಹನೆ ಅಗತ್ಯ. ವಿದ್ಯಾವಿನಯಸಂಪನ್ನೇ ಬ್ರಾಹ್ಮಣೇ ಗವಿ ಹಸ್ತಿನಿ ಶುನಿ ಚೈವ ಶ್ವಪಾಕೇ ಚ ಪಂಡಿತಾಃ (5.18) ಎಂದು ಈ ತತ್ವವನ್ನು ಭಗವದ್ಗೀತೆ ಒತ್ತಿ ಹೇಳಿದೆ. ಯಾವಾಗಲೂ ಸಮದರ್ಶಿತ್ವವೇ ಪಂಡಿತನ ಲಕ್ಷಣ. ಜಾತಿ, ವರ್ಗ, ಲಿಂಗ ಭೇದವಿಲ್ಲದೆ ಎಲ್ಲರನ್ನೂ ಸಮಾನವಾಗಿ ಕಾಣುವ ದೃಷ್ಟಿ ಬೆಳೆಸಿಕೊಳ್ಳಬೇಕು. ಇದು ಆಧುನಿಕ ಪ್ರಜಾಪ್ರಭುತ್ವದ ಆಶಯಕ್ಕೂ ಹೊಂದಿಕೆಯಾಗುತ್ತದೆ. ಗೀತೆಯ ಸಂದೇಶ ಮುಂದೆಯೂ ಪ್ರಸ್ತುತ. ಯಾವುದೋ ಕುಲದಲ್ಲಿ ಹುಟ್ಟಿದ ಮಾತ್ರಕ್ಕೆ ಮನುಷ್ಯ ಶ್ರೇಷ್ಠನಾಗುವುದಿಲ್ಲ. ಆತನ ಗುಣ, ನಡತೆ, ಕರ್ಮಗಳಿಂದ ಶ್ರೇಷ್ಠತೆ ನಿರ್ಧಾರವಾಗುತ್ತದೆ. ಮಾನವನ ಜೀವನದ ನಾಲ್ಕು ಆಶ್ರಮಗಳಲ್ಲಿಯೂ ಗೀತೆಯ ಮಾರ್ಗದರ್ಶನ ಉಪಯುಕ್ತ. ಬ್ರಹ್ಮಚರ್ಯ, ಗೃಹಸ್ಥ, ವಾನಪ್ರಸ್ಥ, ಸನ್ಯಾಸ ಎಲ್ಲ ಹಂತಗಳಲ್ಲೂ ಕರ್ತವ್ಯಪ್ರಜ್ಞೆ ಮುಖ್ಯ. ಮಾನವನ ಜೀವನವು ನಾಲ್ಕು ಆಯಾಮಗಳಲ್ಲಿ ಹರಡಿದೆ. ದೈಹಿಕ, ಮಾನಸಿಕ, ಬೌದ್ಧಿಕ ಹಾಗೂ ಆಧ್ಯಾತ್ಮಿಕ. ಈ ನಾಲ್ಕೂ ಆಯಾಮಗಳ ಸಮತೋಲನವೇ ಆರೋಗ್ಯಕರ ಜೀವನ. ಯೋಗಾಭ್ಯಾಸ ದೇಹಕ್ಕೆ, ಧ್ಯಾನ ಮನಸ್ಸಿಗೆ, ಸ್ವಾಧ್ಯಾಯ ಬುದ್ಧಿಗೆ, ಭಕ್ತಿ ಆತ್ಮಕ್ಕೆ ಪುಷ್ಟಿ ನೀಡುತ್ತವೆ. ಹಿತಮಿತವಾದ ಆಹಾರ, ವಿಹಾರ, ನಿದ್ರೆ ಇವು ಯೋಗಕ್ಕೆ ಆಧಾರ. ಯುಕ್ತಾಹಾರವಿಹಾರಸ್ಯ ಯುಕ್ತಚೇಷ್ಟಸ್ಯ ಕರ್ಮಸು (6.17) ಆಹಾರ ವಿಹಾರಗಳು ಸಮಯೋಚಿತವಾಗಿದ್ದರೆ ಯೋಗ ದುಃಖನಾಶಕವಾಗುತ್ತದೆ. (298, 80, 932, 930)
verse-ref-2-49: (2.49) (893, 556, 922, 566)
proverb-box (55, 318, 287, 362)
letter-3: ಕುವೆಂಪುನಗರದ ಕಚೇರಿ ಬದಾವಣೆಯಲ್ಲಿ ಅವ್ಯವಸ್ಥೆ ಮಾನ್ಯರೆ, ಮೈಸೂರಿನ ಕುವೆಂಪುನಗರದ ಕಚೇರಿಯ ಸ್ಥಳಾಂತರ ಕಾರ್ಯದಿಂದ ಸಾರ್ವಜನಿಕರು ತೊಂದರೆ ಅನುಭವಿಸುತ್ತಿದ್ದಾರೆ. ಈ ಬದಲಾವಣೆಯಲ್ಲಿ ಕೆಲವು ಕಡತಗಳು ನಾಪತ್ತೆಯಾಗಿವೆ ಎಂಬ ದೂರುಗಳು ಕೇಳಿ ಬಂದಿವೆ. ಹಿರಿಯ ನಾಗರಿಕರು ಪಿಂಚಣಿ, ಆಸ್ತಿ ತೆರಿಗೆ ಸಂಬಂಧಿತ ಕೆಲಸಗಳಿಗೆ ಬಂದಾಗ ಯಾರನ್ನು ಸಂಪರ್ಕಿಸಬೇಕೆಂದು ತಿಳಿಯದೆ ಪರದಾಡುವಂತಾಗಿದೆ. ಹೊಸ ಕಚೇರಿಯಲ್ಲಿ ಸೂಕ್ತ ಫಲಕಗಳಿಲ್ಲ, ಕುಡಿಯುವ ನೀರು ಹಾಗೂ ಆಸನ ವ್ಯವಸ್ಥೆಯೂ ಇಲ್ಲ. ಸಿಬ್ಬಂದಿ ಸರಿಯಾಗಿ ಸ್ಪಂದಿಸುತ್ತಿಲ್ಲ. ಪ್ರತಿದಿನ ನೂರಾರು ಜನ ಭೇಟಿ ನೀಡುವ ಈ ಕಚೇರಿಯಲ್ಲಿ ಶೀಘ್ರ ವ್ಯವಸ್ಥೆ ಸರಿಪಡಿಸಬೇಕು. ಮೇಲಧಿಕಾರಿಗಳು ಗಮನಹರಿಸಿ ಸಾರ್ವಜನಿಕರಿಗೆ ಅನುಕೂಲ ಮಾಡಿಕೊಡಬೇಕು. ಕಡತಗಳನ್ನು ಸುರಕ್ಷಿತವಾಗಿ ಸ್ಥಳಾಂತರಿಸಿ ಡಿಜಿಟಲ್ ರೂಪದಲ್ಲಿ ಸಂರಕ್ಷಿಸುವ ವ್ಯವಸ್ಥೆ ಮಾಡಬೇಕು. -ನಾಗರಾಜ, ಕುವೆಂಪುನಗರ, ಮೈಸೂರು (55, 870, 287, 1132)
news-subhead: ಸಿದ್ಧಾರ್ಥ ವಿಹಾರ ಶಿಕ್ಷಣ ಟ್ರಸ್ಟ್‌ಗೆ ಕೆಐಎಡಿಬಿ ಜಮೀನು ಪಡೆದ ಆರೋಪ (482, 942, 748, 956)
proverb-right: ಪ್ರತಿಯೊಂದು ಮಾತಿಗೂ ಅದರದೇ ಆದ ಅರ್ಥವಿದೆ (175, 327, 267, 348)
book-his-grace: HIS DIVINE GRACE (562, 529, 628, 537)
photo-caption-1: ಪ್ರಿಯಾಂಕ್ ಖರ್ಗೆ (544, 1070, 580, 1078)
letter-4-title: ಪರ್ಯಾಯ ನಾಯಕ ದಲಿತನಾಗಿರಲಿ (55, 1136, 287, 1154)
